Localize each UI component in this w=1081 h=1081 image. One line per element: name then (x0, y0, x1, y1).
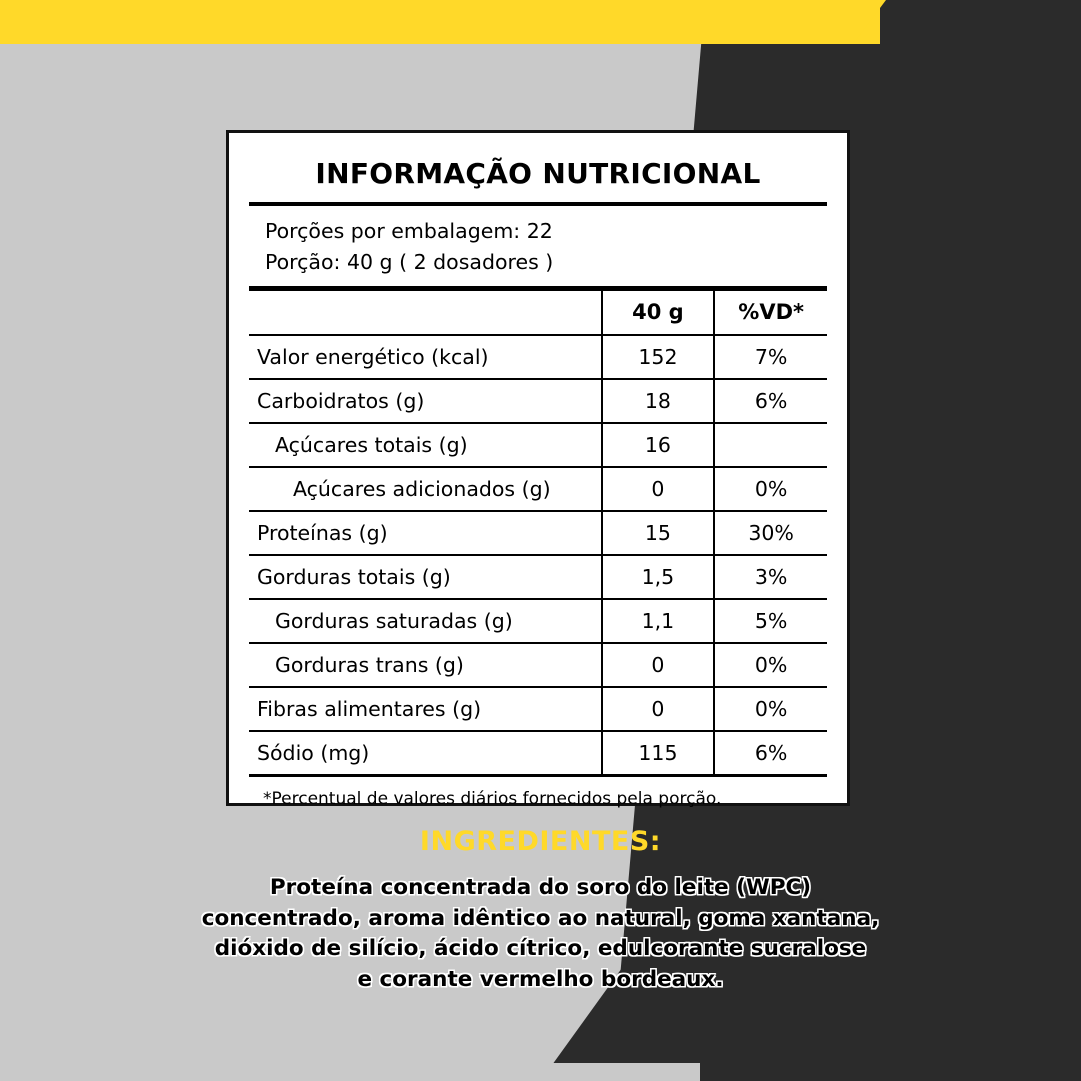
nutrient-daily-value: 5% (714, 599, 827, 643)
nutrient-amount: 15 (602, 511, 715, 555)
nutrient-amount: 1,1 (602, 599, 715, 643)
header-daily-value: %VD* (714, 288, 827, 335)
ingredients-section (0, 826, 1081, 995)
nutrient-daily-value (714, 423, 827, 467)
nutrient-amount: 0 (602, 643, 715, 687)
nutrition-title: INFORMAÇÃO NUTRICIONAL (249, 149, 827, 206)
nutrient-name: Gorduras saturadas (g) (249, 599, 602, 643)
nutrient-name: Valor energético (kcal) (249, 335, 602, 379)
nutrient-daily-value: 3% (714, 555, 827, 599)
nutrient-name: Gorduras totais (g) (249, 555, 602, 599)
nutrient-name: Proteínas (g) (249, 511, 602, 555)
nutrient-amount: 152 (602, 335, 715, 379)
serving-size: Porção: 40 g ( 2 dosadores ) (265, 249, 554, 274)
nutrition-table-header (249, 288, 827, 335)
nutrient-amount: 16 (602, 423, 715, 467)
nutrition-table-body (249, 335, 827, 776)
nutrient-name: Açúcares adicionados (g) (249, 467, 602, 511)
nutrient-name: Fibras alimentares (g) (249, 687, 602, 731)
table-row (249, 599, 827, 643)
ingredients-text (0, 873, 1081, 995)
nutrient-name: Carboidratos (g) (249, 379, 602, 423)
table-row (249, 643, 827, 687)
nutrient-daily-value: 0% (714, 643, 827, 687)
nutrient-amount: 0 (602, 467, 715, 511)
header-nutrient-blank (249, 288, 602, 335)
table-row (249, 335, 827, 379)
ingredients-title: INGREDIENTES: (419, 826, 662, 857)
nutrient-daily-value: 6% (714, 731, 827, 776)
nutrient-daily-value: 30% (714, 511, 827, 555)
nutrition-footnote: *Percentual de valores diários fornecidos pela porção. (263, 788, 722, 809)
ingredients-line: Proteína concentrada do soro do leite (WPC) (269, 875, 812, 900)
nutrient-amount: 0 (602, 687, 715, 731)
table-row (249, 687, 827, 731)
serving-info (249, 206, 827, 286)
background-grey-bottom-strip (0, 1063, 700, 1081)
table-row (249, 555, 827, 599)
ingredients-line: e corante vermelho bordeaux. (357, 966, 724, 992)
header-amount: 40 g (602, 288, 715, 335)
table-row (249, 467, 827, 511)
nutrient-daily-value: 7% (714, 335, 827, 379)
background-yellow-top-bar (0, 0, 880, 44)
servings-per-package: Porções por embalagem: 22 (265, 219, 553, 243)
table-row (249, 423, 827, 467)
nutrient-amount: 1,5 (602, 555, 715, 599)
ingredients-line: dióxido de silício, ácido cítrico, edulcorante sucralose (214, 936, 867, 962)
nutrition-facts-card (226, 130, 850, 809)
nutrient-daily-value: 0% (714, 687, 827, 731)
table-row (249, 731, 827, 776)
nutrient-daily-value: 0% (714, 467, 827, 511)
nutrient-amount: 115 (602, 731, 715, 776)
table-row (249, 379, 827, 423)
nutrient-amount: 18 (602, 379, 715, 423)
nutrient-daily-value: 6% (714, 379, 827, 423)
table-header-row (249, 288, 827, 335)
nutrient-name: Sódio (mg) (249, 731, 602, 776)
nutrient-name: Açúcares totais (g) (249, 423, 602, 467)
nutrient-name: Gorduras trans (g) (249, 643, 602, 687)
nutrition-table (249, 286, 827, 777)
ingredients-line: concentrado, aroma idêntico ao natural, goma xantana, (201, 905, 880, 931)
table-row (249, 511, 827, 555)
